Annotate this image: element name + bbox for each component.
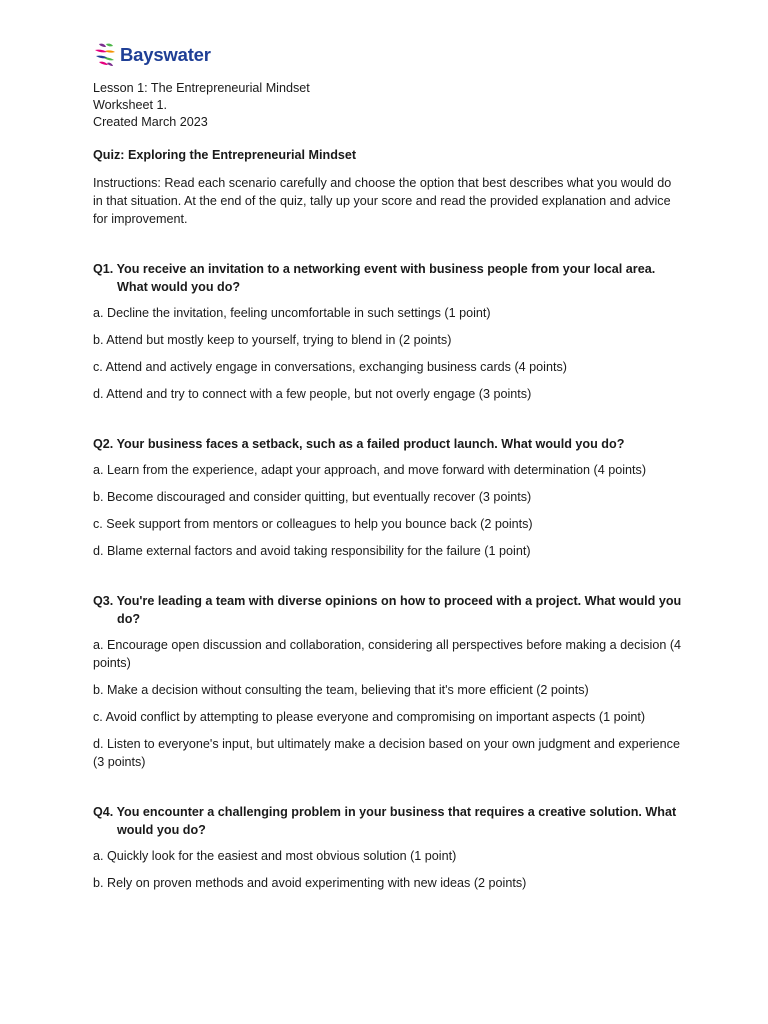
option-item: c. Seek support from mentors or colleagues to help you bounce back (2 points) <box>93 517 533 531</box>
question-block-4 <box>93 803 683 892</box>
option-item: d. Listen to everyone's input, but ultimately make a decision based on your own judgment and experience (3 points) <box>93 737 680 769</box>
question-text: Q2. Your business faces a setback, such as a failed product launch. What would you do? <box>93 437 625 451</box>
option-item: b. Become discouraged and consider quitting, but eventually recover (3 points) <box>93 490 532 504</box>
option-item: b. Make a decision without consulting the team, believing that it's more efficient (2 points) <box>93 683 589 697</box>
worksheet-line: Worksheet 1. <box>93 98 167 112</box>
question-block-3 <box>93 592 683 771</box>
bayswater-logo <box>93 42 211 68</box>
option-item: d. Blame external factors and avoid taking responsibility for the failure (1 point) <box>93 544 531 558</box>
option-item: c. Attend and actively engage in conversations, exchanging business cards (4 points) <box>93 360 567 374</box>
quiz-title: Quiz: Exploring the Entrepreneurial Mindset <box>93 148 357 162</box>
option-list <box>93 461 683 560</box>
document-meta <box>93 80 683 131</box>
question-block-2 <box>93 435 683 560</box>
instructions-text: Instructions: Read each scenario carefully and choose the option that best describes what you would do in that situation. At the end of the quiz, tally up your score and read the provided explanation and advice for improvement. <box>93 176 672 226</box>
question-text: Q1. You receive an invitation to a networking event with business people from your local area. What would you do? <box>93 262 656 294</box>
question-text: Q4. You encounter a challenging problem in your business that requires a creative solution. What would you do? <box>93 805 677 837</box>
option-item: c. Avoid conflict by attempting to please everyone and compromising on important aspects (1 point) <box>93 710 646 724</box>
option-list <box>93 636 683 771</box>
option-list <box>93 847 683 892</box>
lesson-line: Lesson 1: The Entrepreneurial Mindset <box>93 81 310 95</box>
question-text: Q3. You're leading a team with diverse opinions on how to proceed with a project. What would you do? <box>93 594 682 626</box>
option-item: d. Attend and try to connect with a few people, but not overly engage (3 points) <box>93 387 532 401</box>
option-item: a. Learn from the experience, adapt your approach, and move forward with determination (4 points) <box>93 463 647 477</box>
created-line: Created March 2023 <box>93 115 208 129</box>
document-body <box>93 80 683 892</box>
bayswater-logo-icon <box>93 42 117 68</box>
option-item: a. Decline the invitation, feeling uncomfortable in such settings (1 point) <box>93 306 491 320</box>
option-item: b. Attend but mostly keep to yourself, trying to blend in (2 points) <box>93 333 452 347</box>
option-item: a. Encourage open discussion and collaboration, considering all perspectives before making a decision (4 points) <box>93 638 682 670</box>
question-block-1 <box>93 260 683 403</box>
option-item: b. Rely on proven methods and avoid experimenting with new ideas (2 points) <box>93 876 527 890</box>
option-list <box>93 304 683 403</box>
brand-name: Bayswater <box>120 44 211 65</box>
option-item: a. Quickly look for the easiest and most obvious solution (1 point) <box>93 849 457 863</box>
